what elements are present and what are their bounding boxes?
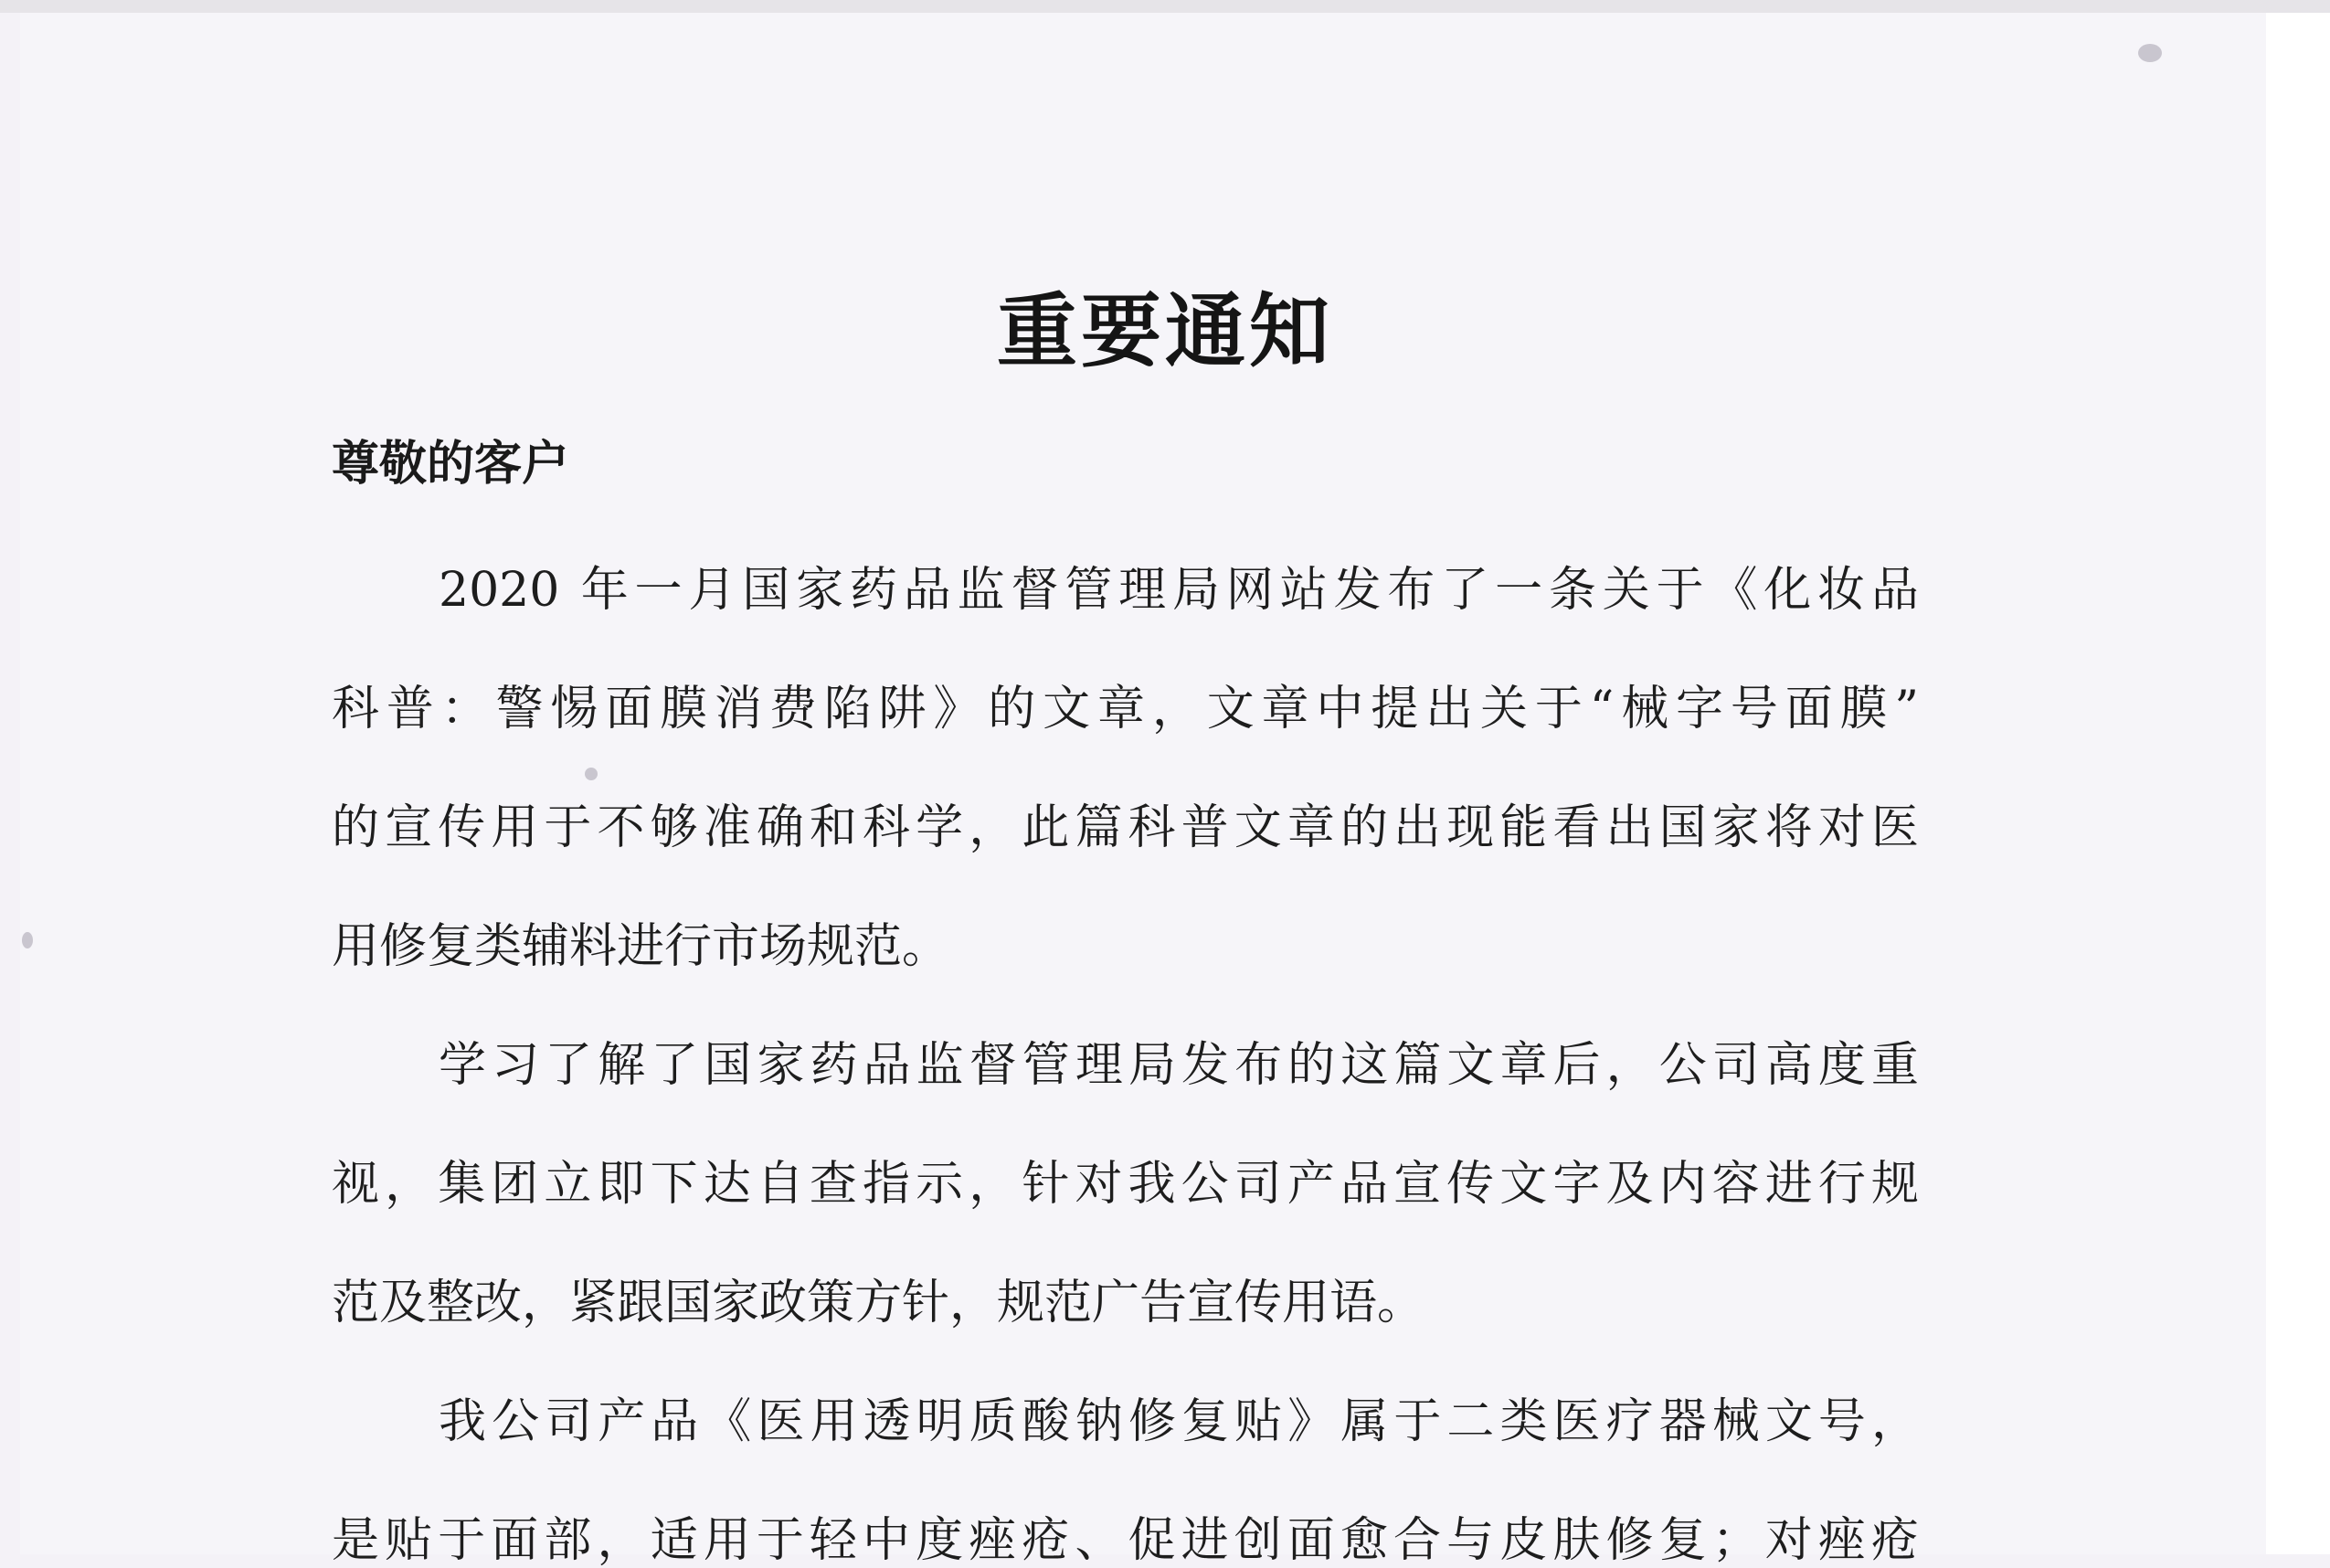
paragraph-3-line-1: 我公司产品《医用透明质酸钠修复贴》属于二类医疗器械文号， xyxy=(439,1394,1919,1449)
scan-right-margin xyxy=(2266,13,2330,1554)
salutation: 尊敬的客户 xyxy=(332,436,570,492)
paragraph-1-line-1: 2020 年一月国家药品监督管理局网站发布了一条关于《化妆品 xyxy=(439,563,1919,618)
scan-speck xyxy=(585,768,598,780)
paragraph-1-line-4: 用修复类辅料进行市场规范。 xyxy=(332,919,950,974)
paragraph-2-line-2: 视，集团立即下达自查指示，针对我公司产品宣传文字及内容进行规 xyxy=(332,1157,1919,1212)
scan-top-edge xyxy=(0,0,2330,13)
paragraph-3-line-2: 是贴于面部，适用于轻中度痤疮、促进创面愈合与皮肤修复；对痤疮 xyxy=(332,1513,1919,1568)
scan-speck xyxy=(22,932,33,948)
paragraph-2-line-3: 范及整改，紧跟国家政策方针，规范广告宣传用语。 xyxy=(332,1276,1425,1330)
document-title: 重要通知 xyxy=(996,283,1333,378)
paragraph-1-line-3: 的宣传用于不够准确和科学，此篇科普文章的出现能看出国家将对医 xyxy=(332,800,1919,855)
paragraph-1-line-2: 科普：警惕面膜消费陷阱》的文章，文章中提出关于“械字号面膜” xyxy=(332,682,1919,736)
scan-speck xyxy=(2138,44,2162,62)
paragraph-2-line-1: 学习了解了国家药品监督管理局发布的这篇文章后，公司高度重 xyxy=(439,1038,1919,1093)
